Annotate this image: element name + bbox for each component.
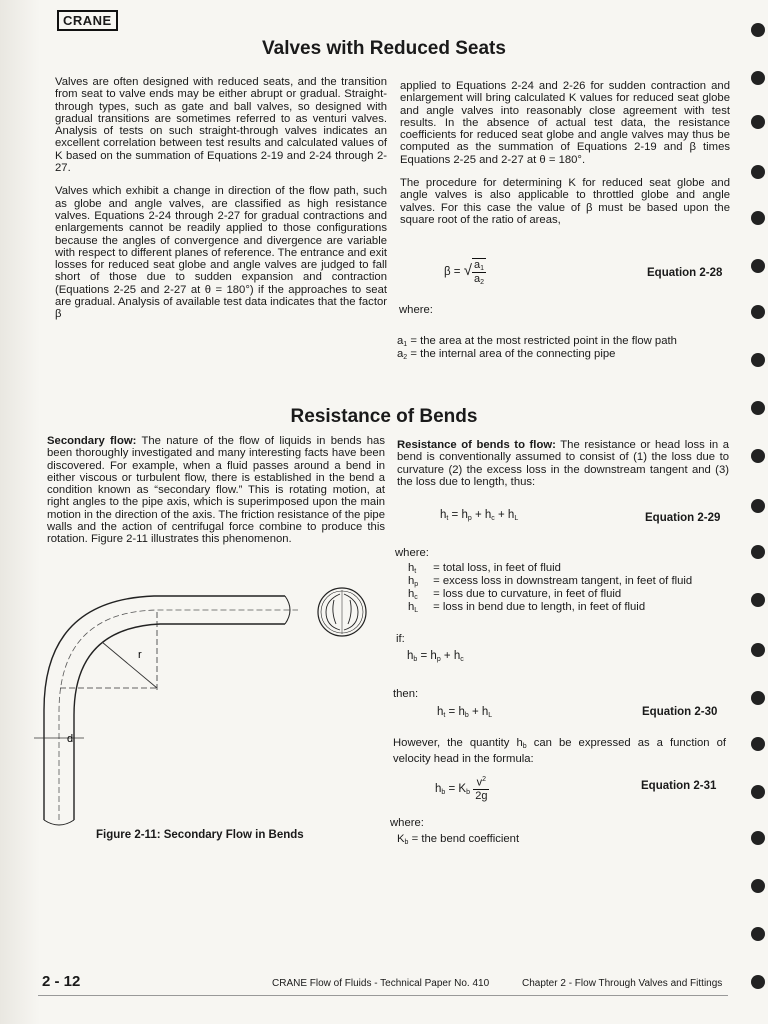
left-column-secondary-flow: Secondary flow: The nature of the flow of liquids in bends has been thoroughly investigated and many interesting facts have been discovered. For example, when a fluid passes around a bend in either viscous or turbulent flow, there is established in the bend a condition known as “secondary flow.” This is rotating motion, at right angles to the pipe axis, which is superimposed upon the main motion in the direction of the axis. The friction resistance of the pipe walls and the action of centrifugal force combine to produce this rotation. Figure 2-11 illustrates this phenomenon. [47, 435, 385, 546]
radius-label: r [138, 649, 142, 661]
equation-label-2-31: Equation 2-31 [641, 780, 717, 792]
lead-in: Resistance of bends to flow: [397, 439, 556, 451]
secondary-flow-arrow [348, 600, 351, 624]
bend-inner-wall [74, 624, 285, 820]
secondary-flow-arrow [333, 600, 336, 624]
definition-a2: $a_2$ = the internal area of the connecting pipe [397, 348, 616, 361]
footer-chapter: Chapter 2 - Flow Through Valves and Fittings [522, 978, 723, 989]
figure-caption: Figure 2-11: Secondary Flow in Bends [96, 829, 304, 841]
pipe-centerline [59, 610, 298, 820]
radius-arrow [102, 642, 157, 688]
where-label: where: [390, 817, 424, 829]
section-title-resistance-of-bends: Resistance of Bends [290, 406, 478, 427]
right-column-resistance: Resistance of bends to flow: The resistance or head loss in a bend is conventionally assumed to consist of (1) the loss due to curvature (2) the excess loss in the downstream tangent and (3) the loss due to length, thus: [397, 439, 730, 488]
section-title-reduced-seats: Valves with Reduced Seats [262, 38, 506, 59]
equation-2-30: $h_t = h_b + h_L$ [437, 706, 493, 719]
definition-a1: $a_1$ = the area at the most restricted point in the flow path [397, 335, 677, 348]
footer-title: CRANE Flow of Fluids - Technical Paper No. 410 [272, 978, 490, 989]
binding-tabs [740, 0, 768, 1024]
bend-outer-wall [44, 596, 285, 820]
lead-in: Secondary flow: [47, 435, 137, 447]
then-label: then: [393, 688, 419, 700]
equation-2-28: β = √ $\frac{a_1}{a_2}$ [444, 259, 484, 286]
equation-label-2-29: Equation 2-29 [645, 512, 721, 524]
equation-2-31: $h_b = K_b$ $\frac{v^2}{2g}$ [435, 776, 488, 802]
head-loss-definitions [408, 562, 692, 614]
footer-rule [38, 995, 728, 996]
equation-label-2-30: Equation 2-30 [642, 706, 718, 718]
definition-ht: $h_t$ = total loss, in feet of fluid [408, 562, 561, 575]
paragraph: The procedure for determining K for reduced seat globe and angle valves is also applicable to throttled globe and angle valves. For this case the value of β must be based upon the square root of the ratio of areas, [400, 177, 730, 226]
however-paragraph: However, the quantity $h_b$ can be expressed as a function of velocity head in the formula: [393, 737, 726, 766]
page-number: 2 - 12 [42, 973, 81, 990]
if-label: if: [396, 633, 405, 645]
where-label: where: [399, 304, 433, 316]
area-definitions [397, 335, 677, 361]
paragraph: applied to Equations 2-24 and 2-26 for sudden contraction and enlargement will bring calculated K values for reduced seat globe and angle valves into reasonably close agreement with test results. In the absence of actual test data, the resistance coefficients for reduced seat globe and angle valves may thus be computed as the summation of Equations 2-19 and β times Equations 2-25 and 2-27 at θ = 180°. [400, 80, 730, 166]
definition-kb: $K_b$ = the bend coefficient [397, 833, 520, 846]
right-column-reduced-seats [400, 80, 730, 237]
where-label: where: [395, 547, 429, 559]
figure-secondary-flow-bend [30, 570, 390, 835]
definition-hc: $h_c$ = loss due to curvature, in feet of fluid [408, 588, 622, 601]
equation-hb: $h_b = h_p + h_c$ [407, 650, 464, 663]
diameter-label: d [67, 733, 74, 745]
crane-logo: CRANE [57, 10, 118, 31]
paragraph: Valves are often designed with reduced seats, and the transition from seat to valve ends may be either abrupt or gradual. Straight-through types, such as gate and ball valves, so designed with gradual transitions are sometimes referred to as venturi valves. Analysis of tests on such straight-through valves indicates an excellent correlation between test results and calculated values of K based on the summation of Equations 2-19 and 2-24 through 2-27. [55, 76, 387, 175]
pipe-end [44, 820, 74, 825]
equation-label-2-28: Equation 2-28 [647, 267, 723, 279]
scan-edge-shadow [0, 0, 40, 1024]
definition-hl: $h_L$ = loss in bend due to length, in feet of fluid [408, 601, 646, 614]
left-column-reduced-seats [55, 76, 387, 332]
equation-2-29: $h_t = h_p + h_c + h_L$ [440, 509, 519, 522]
paragraph: Valves which exhibit a change in direction of the flow path, such as globe and angle valves, are classified as high resistance valves. Equations 2-24 through 2-27 for gradual contractions and enlargements cannot be readily applied to those configurations because the angles of convergence and divergence are variable with respect to different planes of reference. The entrance and exit losses for reduced seat globe and angle valves are judged to fall short of those due to sudden expansion and contraction (Equations 2-25 and 2-27 at θ = 180°) if the approaches to seat are gradual. Analysis of available test data indicates that the factor β [55, 185, 387, 321]
definition-hp: $h_p$ = excess loss in downstream tangent, in feet of fluid [408, 575, 693, 588]
